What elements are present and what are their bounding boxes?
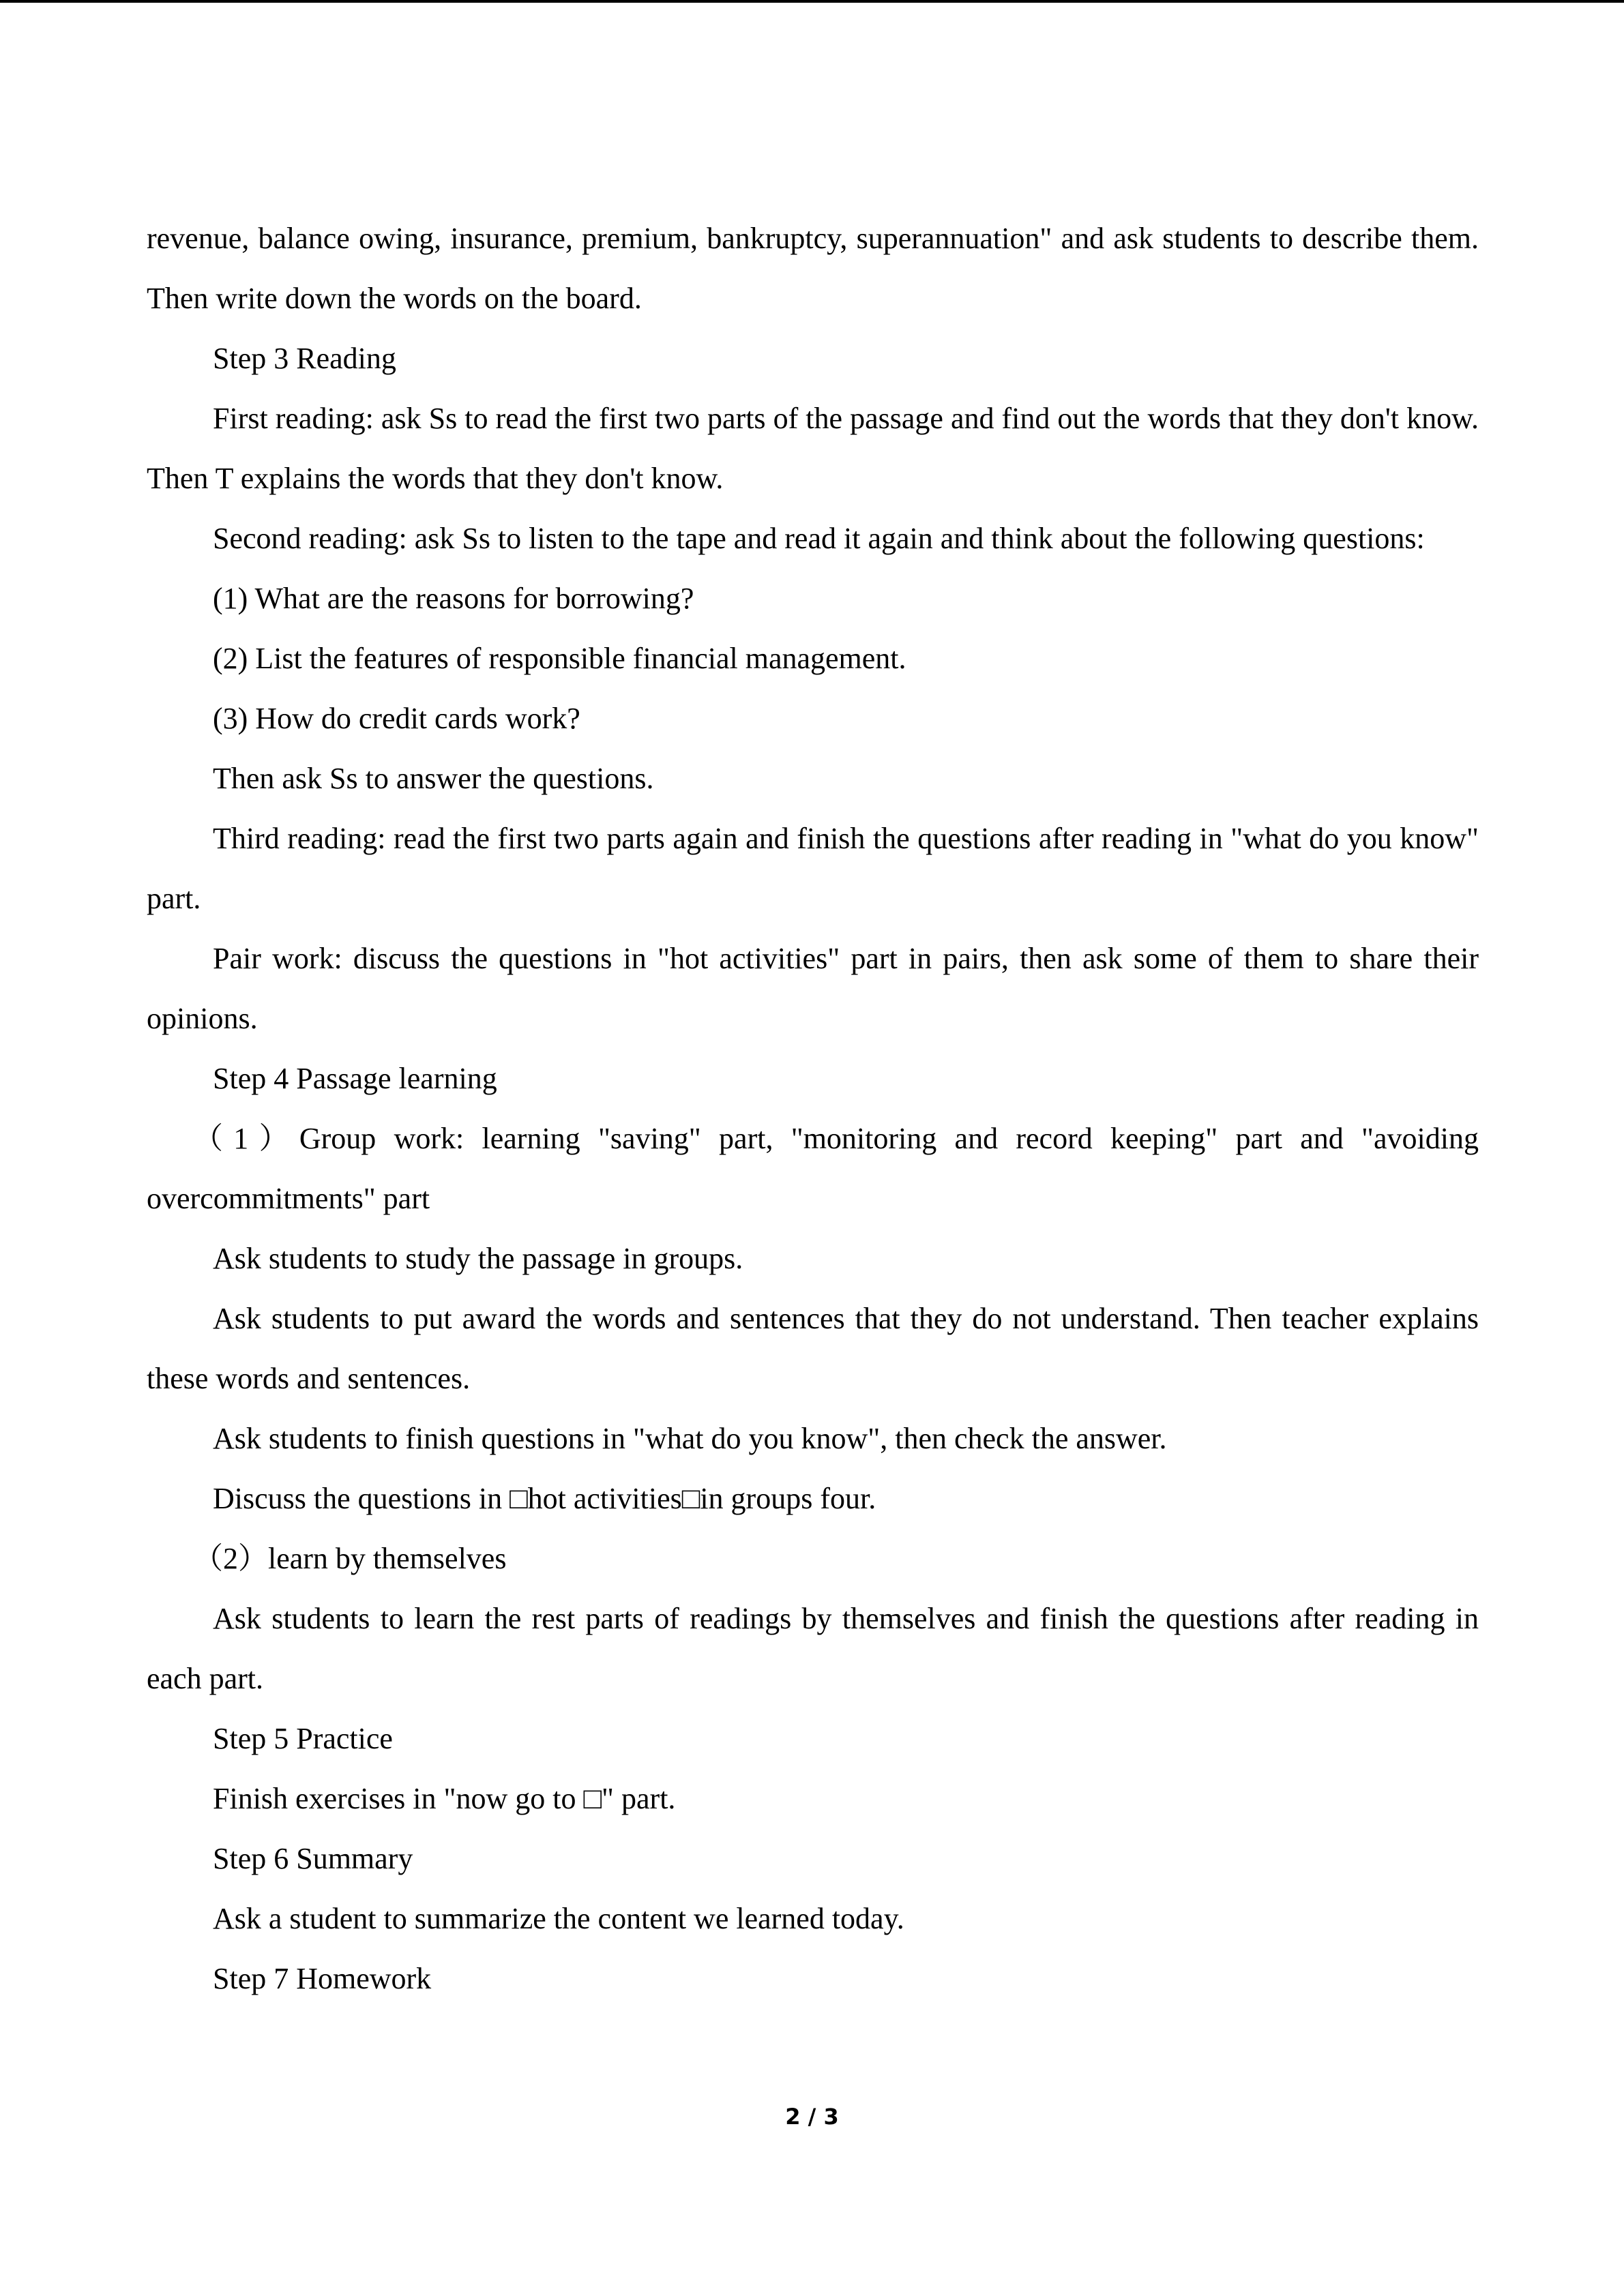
step-4-heading: Step 4 Passage learning	[213, 1062, 497, 1095]
document-body	[147, 209, 1479, 2009]
question-1: (1) What are the reasons for borrowing?	[213, 582, 694, 615]
step-6-heading: Step 6 Summary	[213, 1842, 413, 1875]
paragraph-summarize: Ask a student to summarize the content we learned today.	[213, 1902, 904, 1935]
question-2: (2) List the features of responsible financial management.	[213, 642, 906, 675]
step-7-heading: Step 7 Homework	[213, 1962, 432, 1995]
paragraph-exercises: Finish exercises in "now go to □" part.	[213, 1782, 676, 1815]
paragraph-pair-work: Pair work: discuss the questions in "hot activities" part in pairs, then ask some of them to share their opinions.	[147, 942, 1479, 1035]
paragraph-group-work: （1）Group work: learning "saving" part, "monitoring and record keeping" part and "avoiding overcommitments" part	[147, 1122, 1479, 1215]
question-3: (3) How do credit cards work?	[213, 702, 580, 735]
page-number: 2 / 3	[785, 2104, 839, 2130]
paragraph-study-groups: Ask students to study the passage in groups.	[213, 1242, 743, 1275]
paragraph-finish-questions: Ask students to finish questions in "what do you know", then check the answer.	[213, 1422, 1167, 1455]
paragraph-vocabulary-intro: revenue, balance owing, insurance, premium, bankruptcy, superannuation" and ask students to describe them. Then write down the words on the board.	[147, 222, 1479, 315]
paragraph-second-reading: Second reading: ask Ss to listen to the tape and read it again and think about the following questions:	[213, 522, 1425, 555]
paragraph-answer-questions: Then ask Ss to answer the questions.	[213, 762, 654, 795]
paragraph-put-award: Ask students to put award the words and sentences that they do not understand. Then teacher explains these words and sentences.	[147, 1302, 1479, 1395]
paragraph-learn-themselves: （2）learn by themselves	[193, 1542, 507, 1575]
step-5-heading: Step 5 Practice	[213, 1722, 393, 1755]
step-3-heading: Step 3 Reading	[213, 342, 396, 375]
paragraph-first-reading: First reading: ask Ss to read the first two parts of the passage and find out the words that they don't know. Then T explains the words that they don't know.	[147, 402, 1479, 495]
paragraph-rest-parts: Ask students to learn the rest parts of readings by themselves and finish the questions after reading in each part.	[147, 1602, 1479, 1695]
paragraph-third-reading: Third reading: read the first two parts again and finish the questions after reading in "what do you know" part.	[147, 822, 1479, 915]
paragraph-discuss-groups: Discuss the questions in □hot activities□in groups four.	[213, 1482, 876, 1515]
